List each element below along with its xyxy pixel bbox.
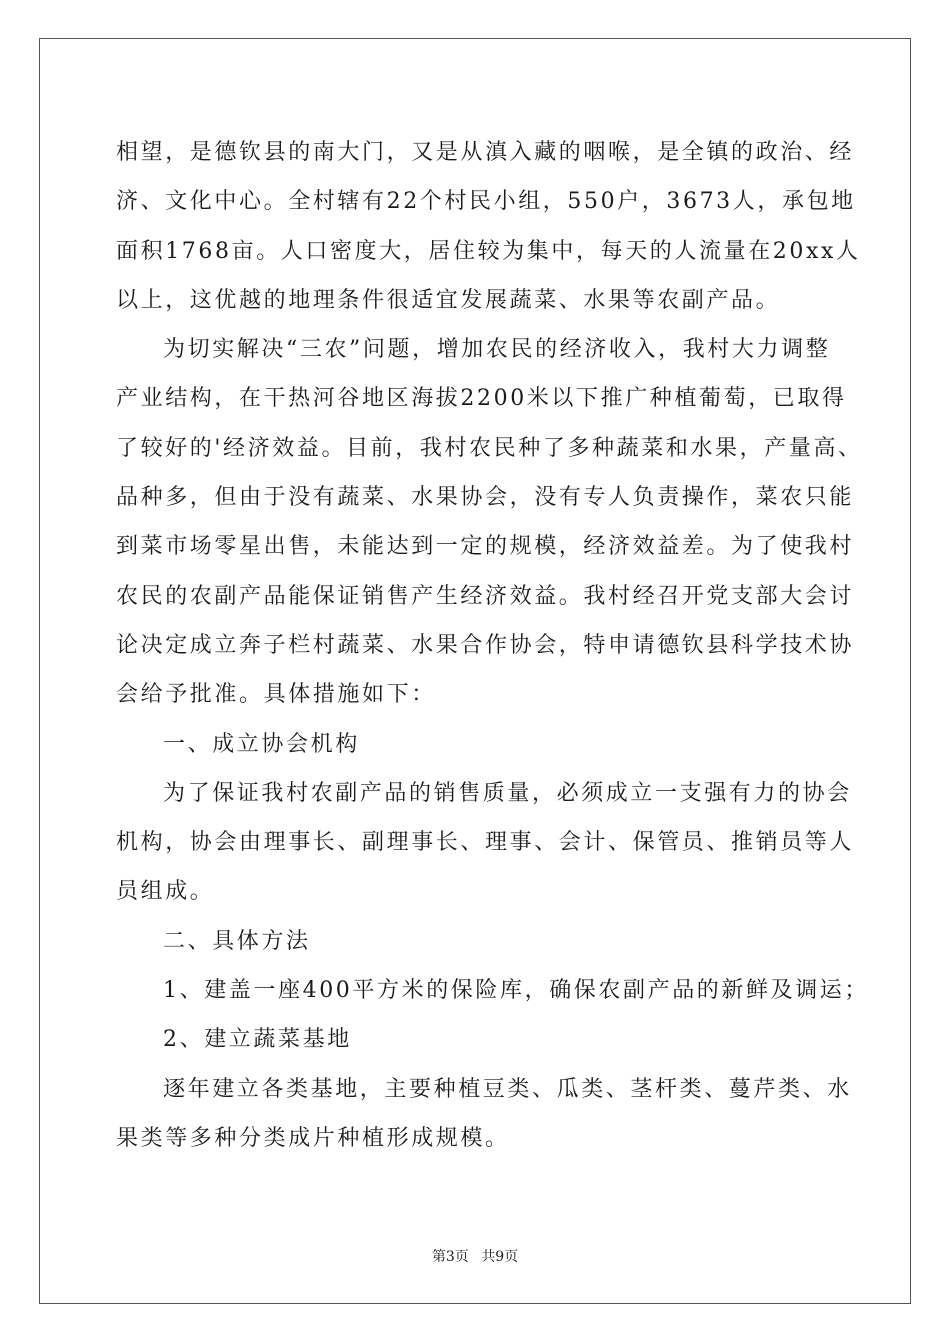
text-line: 为切实解决“三农”问题，增加农民的经济收入，我村大力调整 — [163, 337, 831, 363]
text-line: 为了保证我村农副产品的销售质量，必须成立一支强有力的协会 — [163, 780, 852, 806]
page-total: 共9页 — [481, 1249, 519, 1265]
text-line: 逐年建立各类基地，主要种植豆类、瓜类、茎杆类、蔓芹类、水 — [163, 1076, 852, 1102]
text-line: 一、成立协会机构 — [163, 731, 360, 757]
text-line: 品种多，但由于没有蔬菜、水果协会，没有专人负责操作，菜农只能 — [116, 485, 855, 511]
text-line: 机构，协会由理事长、副理事长、理事、会计、保管员、推销员等人 — [116, 830, 855, 856]
text-line: 到菜市场零星出售，未能达到一定的规模，经济效益差。为了使我村 — [116, 534, 855, 560]
text-line: 果类等多种分类成片种植形成规模。 — [116, 1125, 510, 1151]
text-line: 员组成。 — [116, 879, 215, 905]
text-line: 面积1768亩。人口密度大，居住较为集中，每天的人流量在20xx人 — [116, 238, 861, 264]
text-line: 会给予批准。具体措施如下： — [116, 682, 436, 708]
text-line: 了较好的'经济效益。目前，我村农民种了多种蔬菜和水果，产量高、 — [116, 435, 863, 461]
page-number: 第3页 — [431, 1249, 469, 1265]
text-line: 二、具体方法 — [163, 928, 311, 954]
text-line: 济、文化中心。全村辖有22个村民小组，550户，3673人，承包地 — [116, 189, 856, 215]
text-line: 1、建盖一座400平方米的保险库，确保农副产品的新鲜及调运； — [163, 978, 869, 1004]
text-line: 2、建立蔬菜基地 — [163, 1027, 352, 1053]
text-line: 农民的农副产品能保证销售产生经济效益。我村经召开党支部大会讨 — [116, 583, 855, 609]
text-line: 产业结构，在干热河谷地区海拔2200米以下推广种植葡萄，已取得 — [116, 386, 847, 412]
text-line: 论决定成立奔子栏村蔬菜、水果合作协会，特申请德钦县科学技术协 — [116, 632, 855, 658]
text-line: 以上，这优越的地理条件很适宜发展蔬菜、水果等农副产品。 — [116, 287, 781, 313]
document-body — [116, 128, 869, 1163]
text-line: 相望，是德钦县的南大门，又是从滇入藏的咽喉，是全镇的政治、经 — [116, 140, 855, 165]
page-footer — [0, 1246, 950, 1266]
